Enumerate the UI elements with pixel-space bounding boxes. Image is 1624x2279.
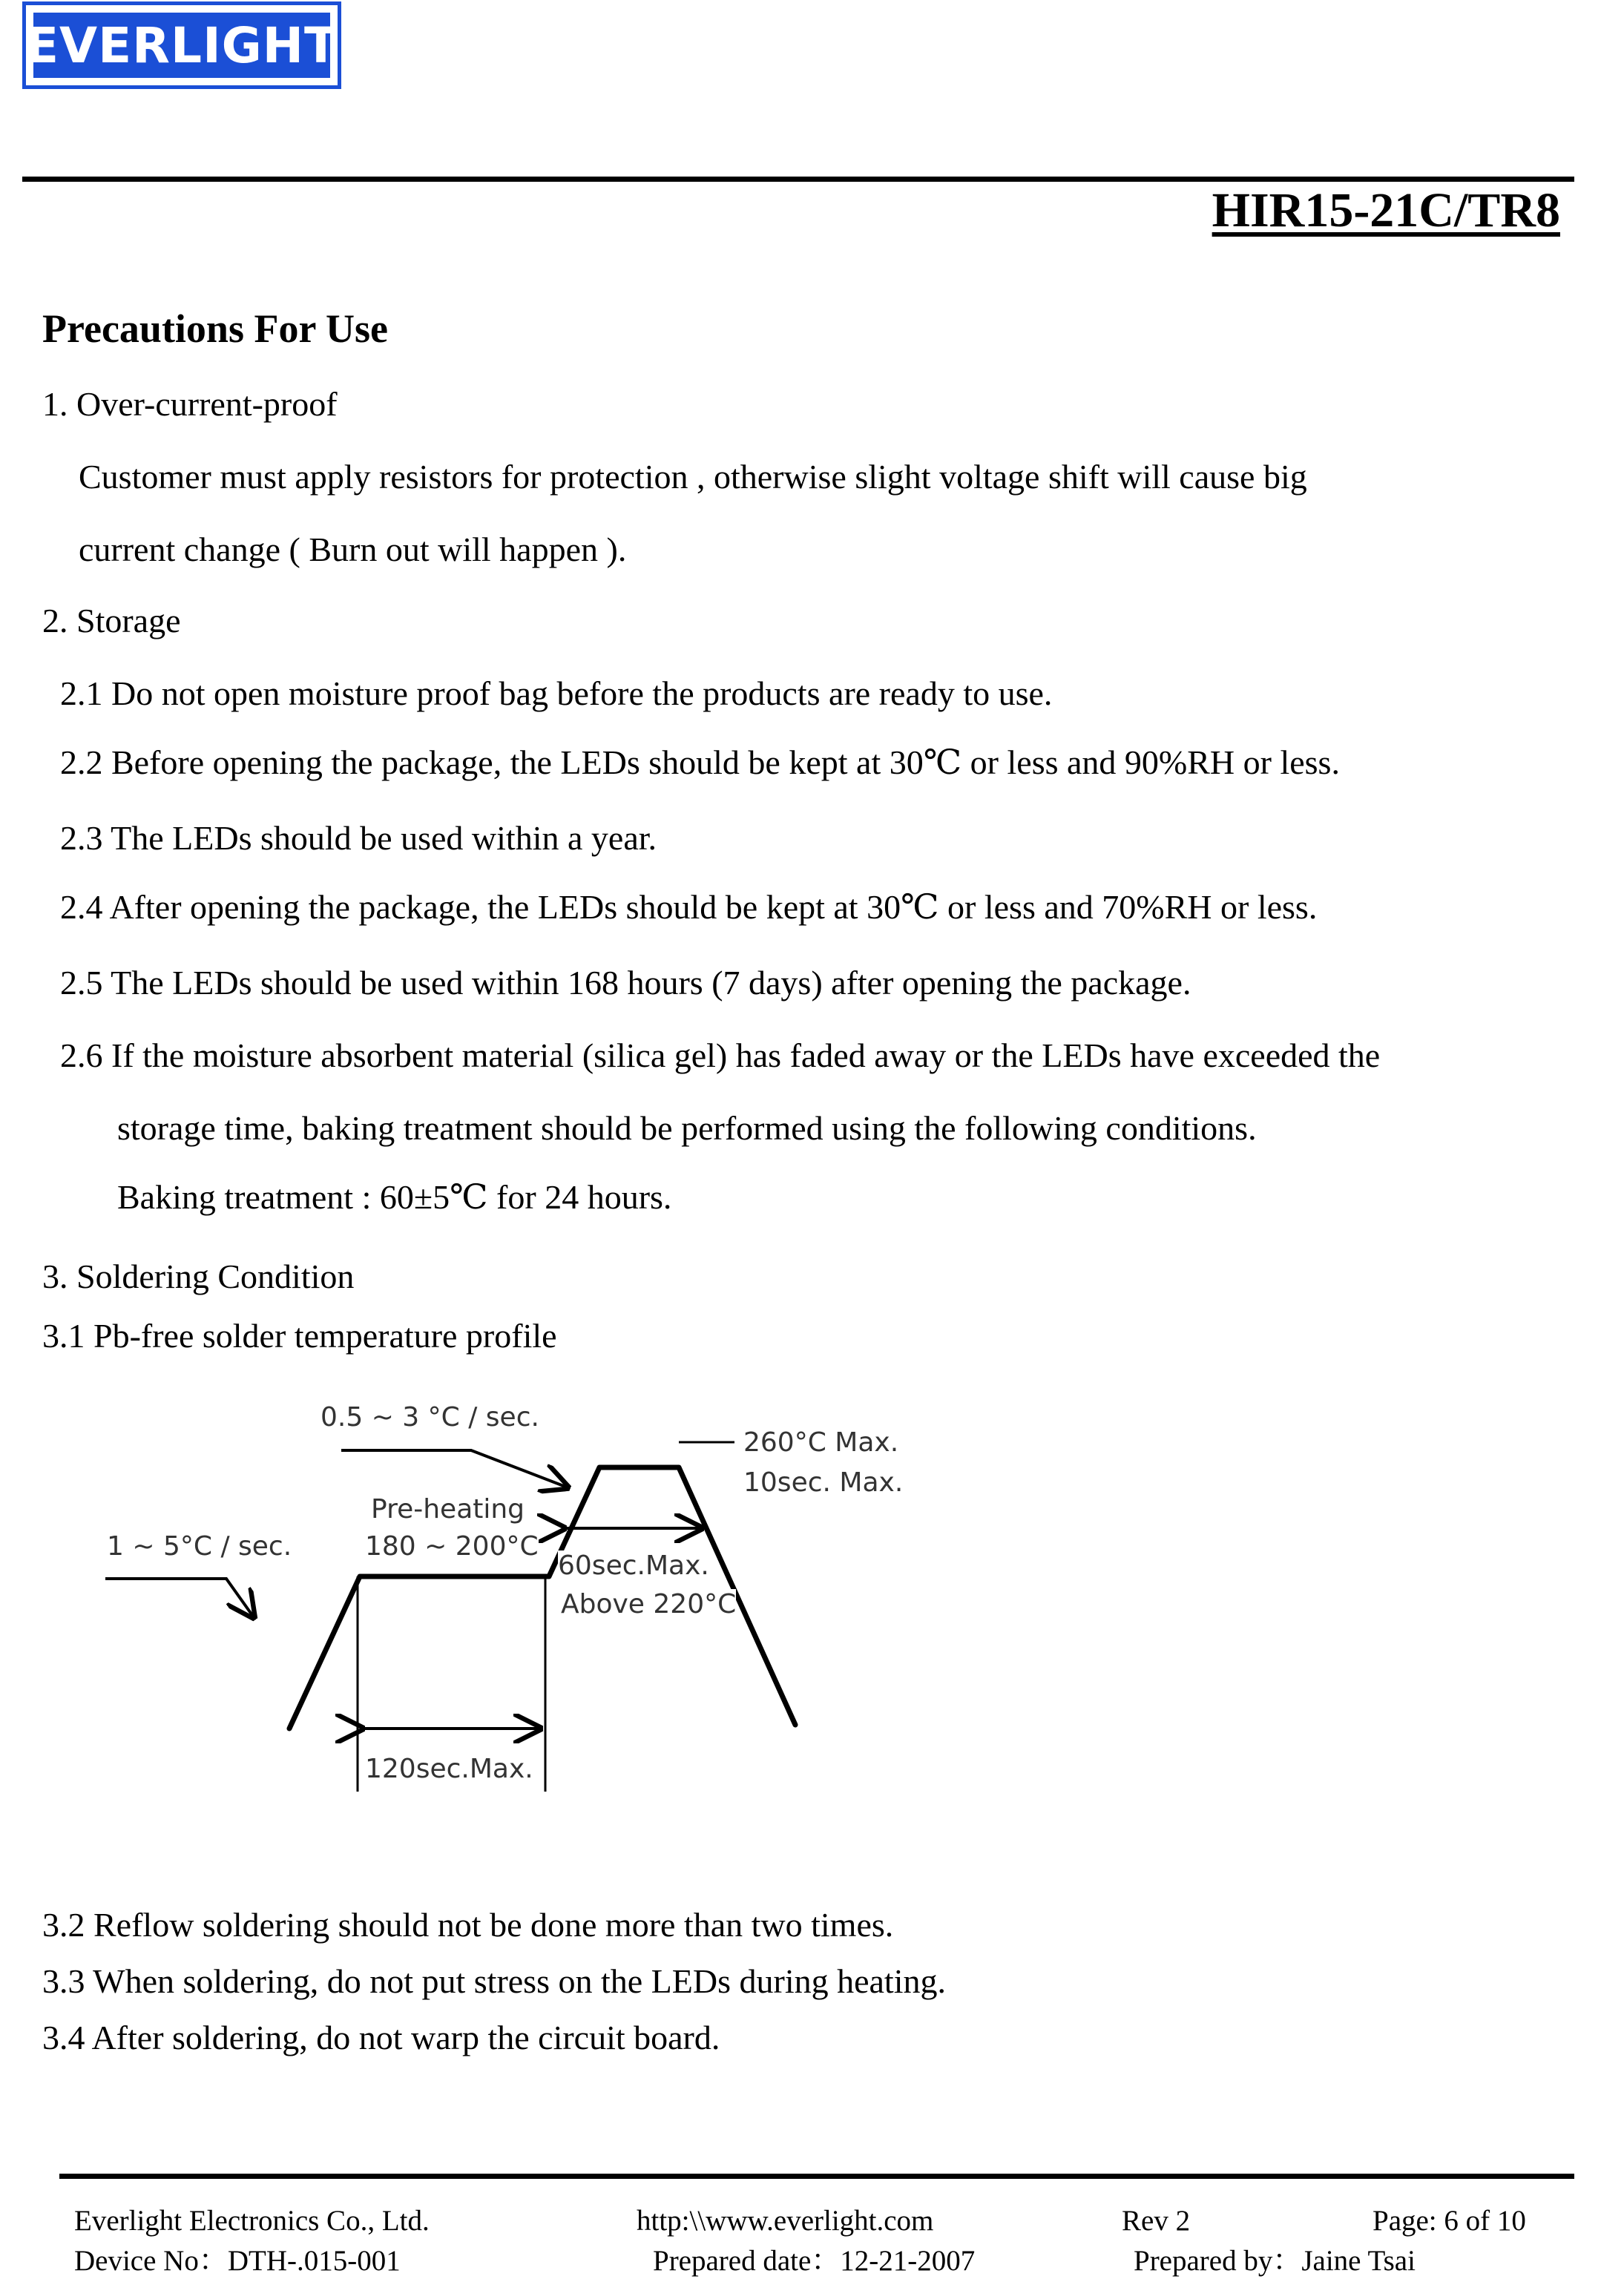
above-time-label: 60sec.Max. (558, 1550, 709, 1581)
storage-item-2-4: 2.4 After opening the package, the LEDs should be kept at 30℃ or less and 70%RH or less. (60, 888, 1318, 926)
storage-item-2-6-line2: storage time, baking treatment should be performed using the following conditions. (117, 1109, 1257, 1147)
storage-item-2-2: 2.2 Before opening the package, the LEDs should be kept at 30℃ or less and 90%RH or less. (60, 743, 1340, 781)
header-rule (22, 177, 1574, 182)
peak-temp-label: 260°C Max. (743, 1427, 899, 1458)
section-3-heading: 3. Soldering Condition (42, 1257, 355, 1295)
storage-item-2-6-line1: 2.6 If the moisture absorbent material (silica gel) has faded away or the LEDs have exceeded the (60, 1036, 1381, 1074)
preheat-label: Pre-heating (371, 1494, 525, 1525)
ramp-rate-leader (341, 1450, 568, 1487)
section-1-text-line1: Customer must apply resistors for protection , otherwise slight voltage shift will cause big (79, 458, 1307, 496)
footer-prepared-by: Prepared by：Jaine Tsai (1134, 2245, 1416, 2277)
footer-rule (59, 2174, 1574, 2179)
storage-item-2-3: 2.3 The LEDs should be used within a year. (60, 819, 657, 857)
soldering-item-3-2: 3.2 Reflow soldering should not be done more than two times. (42, 1906, 894, 1944)
soldering-item-3-3: 3.3 When soldering, do not put stress on the LEDs during heating. (42, 1962, 946, 2000)
footer-device-number: Device No：DTH-.015-001 (74, 2245, 401, 2277)
baking-treatment: Baking treatment : 60±5℃ for 24 hours. (117, 1178, 672, 1216)
footer-url[interactable]: http:\\www.everlight.com (637, 2205, 934, 2237)
footer-revision: Rev 2 (1122, 2205, 1191, 2237)
soldering-item-3-4: 3.4 After soldering, do not warp the circuit board. (42, 2019, 720, 2056)
peak-time-label: 10sec. Max. (743, 1467, 904, 1498)
document-id: HIR15-21C/TR8 (1212, 183, 1560, 237)
footer-page-number: Page: 6 of 10 (1372, 2205, 1526, 2237)
everlight-logo (22, 1, 341, 89)
logo-text: EVERLIGHT (33, 13, 330, 78)
section-1-text-line2: current change ( Burn out will happen ). (79, 530, 627, 568)
preheat-time-label: 120sec.Max. (365, 1754, 533, 1784)
section-2-heading: 2. Storage (42, 602, 181, 639)
section-1-heading: 1. Over-current-proof (42, 385, 338, 423)
footer-prepared-date: Prepared date：12-21-2007 (653, 2245, 976, 2277)
soldering-item-3-1: 3.1 Pb-free solder temperature profile (42, 1317, 557, 1355)
storage-item-2-5: 2.5 The LEDs should be used within 168 hours (7 days) after opening the package. (60, 964, 1191, 1002)
footer-company: Everlight Electronics Co., Ltd. (74, 2205, 430, 2237)
above-temp-label: Above 220°C (561, 1589, 737, 1619)
ramp-rate-label: 0.5 ~ 3 °C / sec. (320, 1402, 539, 1433)
solder-temperature-profile (89, 1380, 1083, 1832)
preheat-range-label: 180 ~ 200°C (365, 1531, 539, 1562)
page-title: Precautions For Use (42, 306, 388, 351)
initial-rate-label: 1 ~ 5°C / sec. (107, 1531, 292, 1562)
initial-rate-leader (105, 1579, 254, 1617)
storage-item-2-1: 2.1 Do not open moisture proof bag before the products are ready to use. (60, 674, 1053, 712)
